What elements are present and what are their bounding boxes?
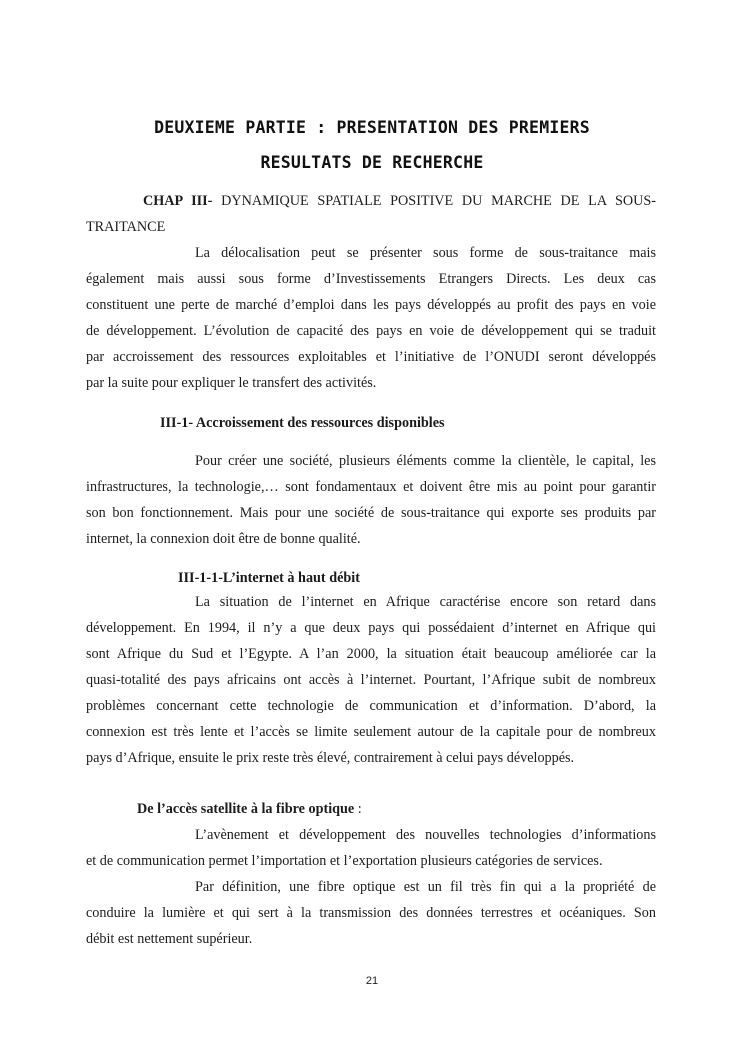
chapter-title [143,191,656,211]
section-1-line: Pour créer une société, plusieurs éléments comme la clientèle, le capital, les [195,453,656,469]
page-number: 21 [365,975,379,987]
chapter-label: CHAP III- [143,193,213,209]
fibre-heading-colon: : [354,801,362,817]
intro-line: par accroissement des ressources exploitables et l’initiative de l’ONUDI seront développés [86,349,656,365]
section-1-1-line: problèmes concernant cette technologie de communication et d’information. D’abord, la [86,698,656,714]
fibre-heading [137,799,657,819]
section-heading-iii-1: III-1- Accroissement des ressources disponibles [160,415,445,431]
fibre-para-2-line: conduire la lumière et qui sert à la transmission des données terrestres et océaniques. Son [86,905,656,921]
fibre-para-1-line: L’avènement et développement des nouvelles technologies d’informations [195,827,656,843]
section-heading-iii-1-1: III-1-1-L’internet à haut débit [178,570,360,586]
section-1-1-line: quasi-totalité des pays africains ont accès à l’internet. Pourtant, l’Afrique subit de nombreux [86,672,656,688]
part-title-line-1: DEUXIEME PARTIE : PRESENTATION DES PREMIERS [154,118,590,137]
section-1-1-line: sont Afrique du Sud et l’Egypte. A l’an 2000, la situation était beaucoup améliorée car la [86,646,656,662]
chapter-title-line-2: TRAITANCE [86,219,166,235]
section-1-1-line: connexion est très lente et l’accès se limite seulement autour de la capitale pour de nombreux [86,724,656,740]
fibre-heading-text: De l’accès satellite à la fibre optique [137,801,355,817]
section-1-line: internet, la connexion doit être de bonne qualité. [86,531,361,547]
intro-line: constituent une perte de marché d’emploi dans les pays développés au profit des pays en voie [86,297,656,313]
section-1-1-line: La situation de l’internet en Afrique caractérise encore son retard dans [195,594,656,610]
section-1-line: infrastructures, la technologie,… sont fondamentaux et doivent être mis au point pour garantir [86,479,656,495]
fibre-para-2-line: débit est nettement supérieur. [86,931,253,947]
intro-line: également mais aussi sous forme d’Investissements Etrangers Directs. Les deux cas [86,271,656,287]
section-1-line: son bon fonctionnement. Mais pour une société de sous-traitance qui exporte ses produits par [86,505,656,521]
fibre-para-1-line: et de communication permet l’importation et l’exportation plusieurs catégories de services. [86,853,603,869]
intro-line: de développement. L’évolution de capacité des pays en voie de développement qui se traduit [86,323,656,339]
part-title-line-2: RESULTATS DE RECHERCHE [260,153,484,172]
intro-line: par la suite pour expliquer le transfert des activités. [86,375,377,391]
fibre-para-2-line: Par définition, une fibre optique est un fil très fin qui a la propriété de [195,879,656,895]
section-1-1-line: développement. En 1994, il n’y a que deux pays qui possédaient d’internet en Afrique qui [86,620,656,636]
intro-line: La délocalisation peut se présenter sous forme de sous-traitance mais [195,245,656,261]
chapter-title-line-1: DYNAMIQUE SPATIALE POSITIVE DU MARCHE DE LA SOUS- [221,193,657,209]
section-1-1-line: pays d’Afrique, ensuite le prix reste très élevé, contrairement à celui pays développés. [86,750,575,766]
